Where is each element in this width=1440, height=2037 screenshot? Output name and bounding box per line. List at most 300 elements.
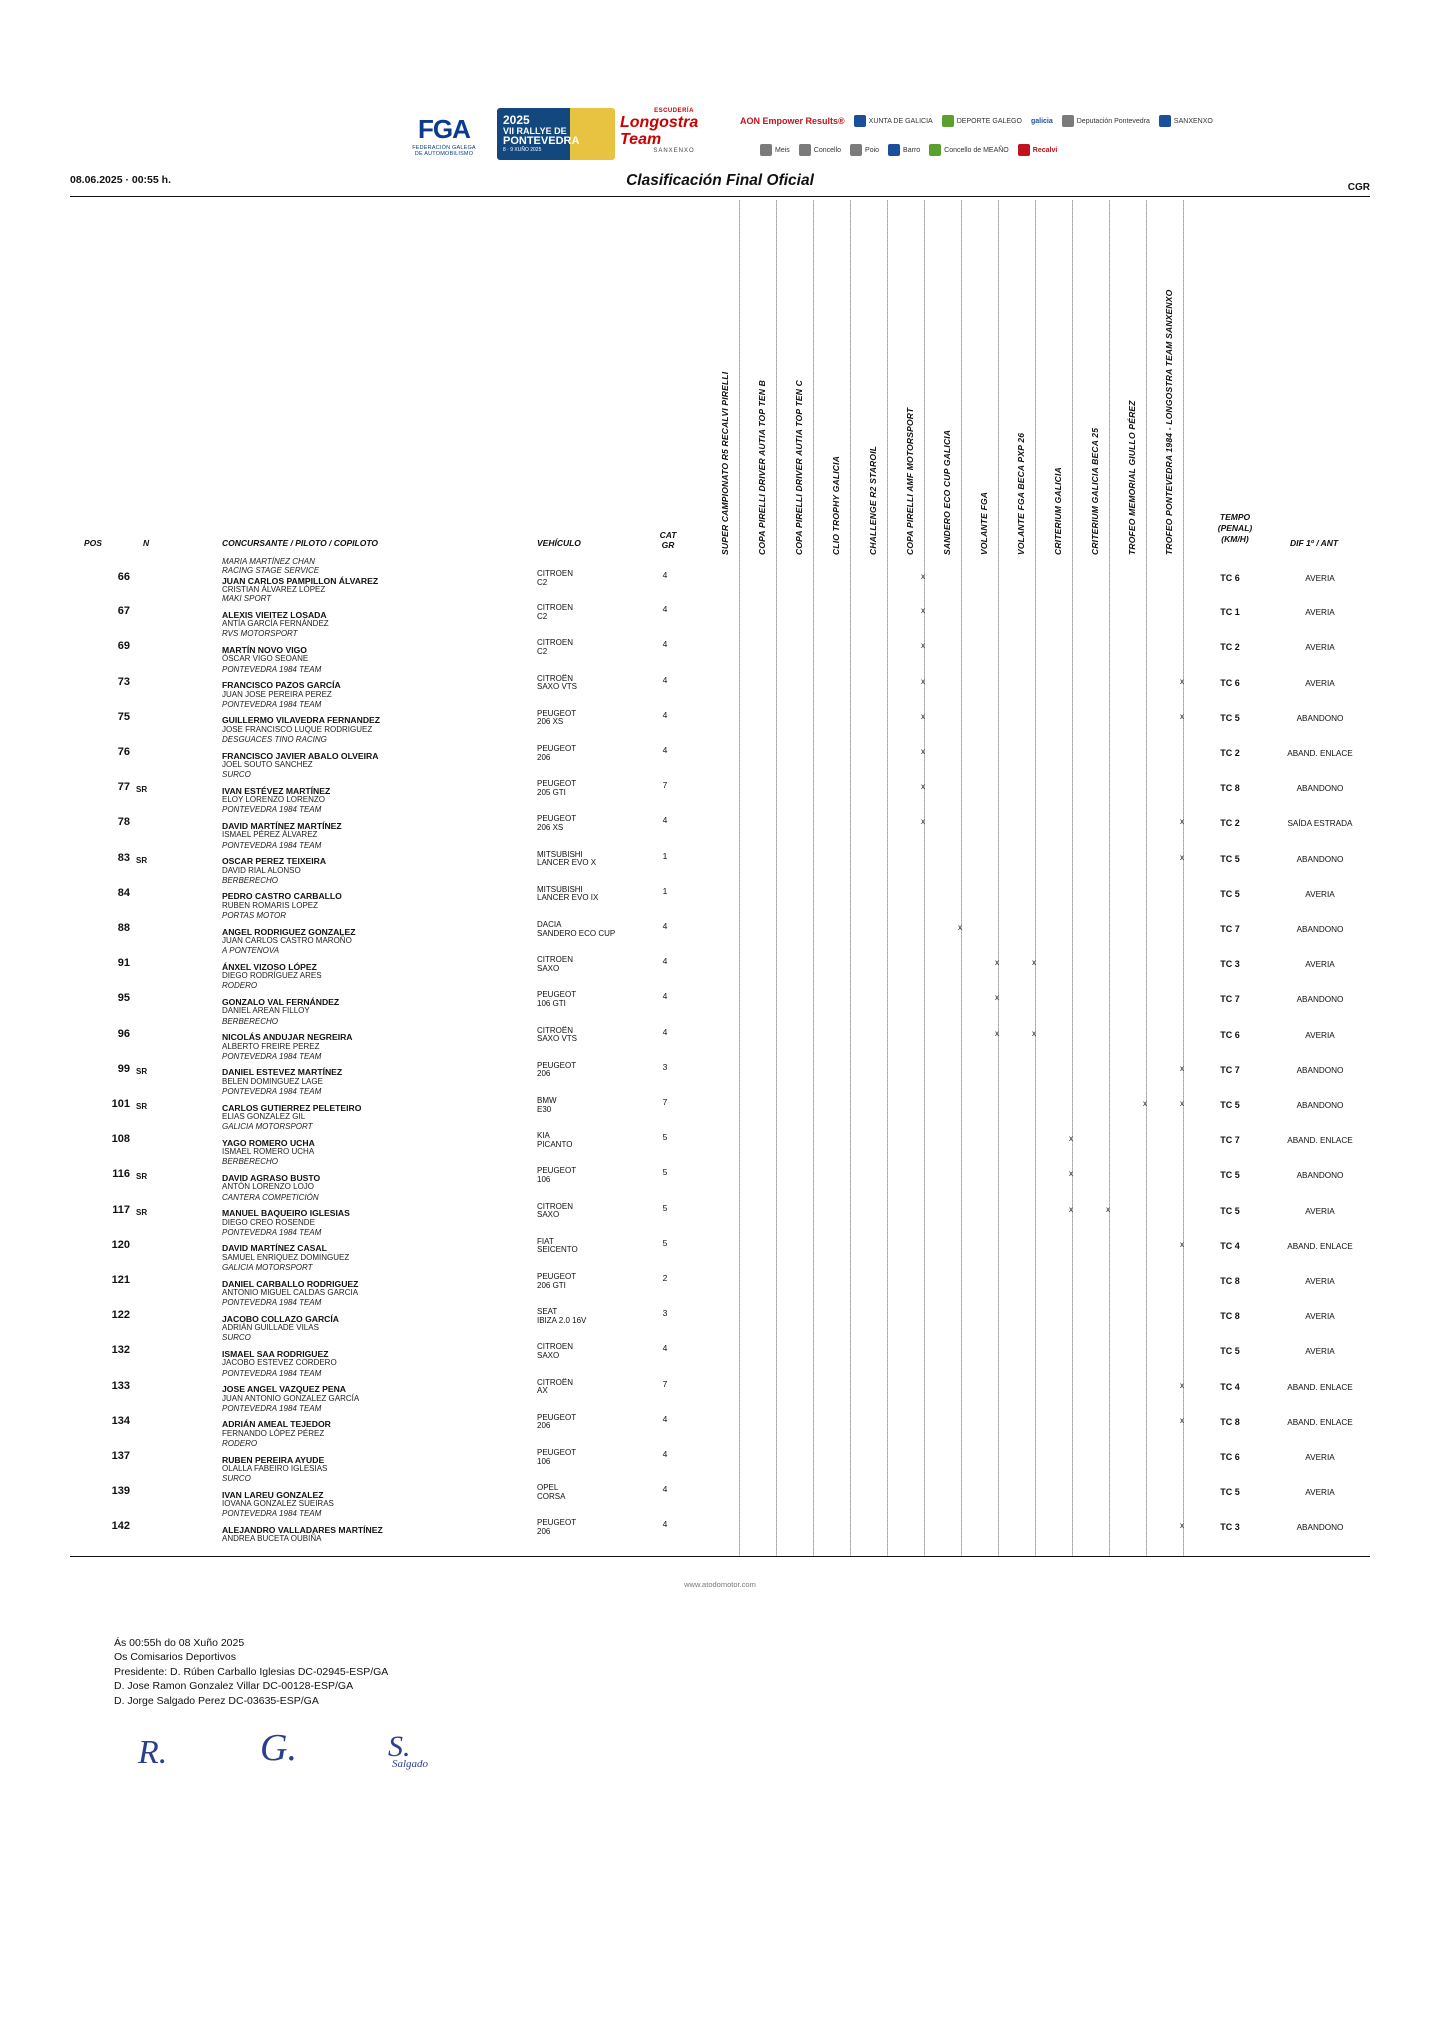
row-entrant: PONTEVEDRA 1984 TEAM: [222, 1227, 322, 1237]
row-entrant: BERBERECHO: [222, 1157, 279, 1167]
row-codriver: JOSE FRANCISCO LUQUE RODRIGUEZ: [222, 724, 373, 734]
rally-year: 2025: [503, 113, 530, 127]
rally-line3: 8 · 9 XUÑO 2025: [503, 147, 542, 153]
row-position: 88: [117, 922, 130, 934]
page-title: Clasificación Final Oficial: [626, 172, 814, 189]
column-header-tempo-line2: (PENAL): [1217, 523, 1253, 533]
column-header-dif: DIF 1º / ANT: [1290, 538, 1339, 548]
row-vehicle-model: C2: [537, 646, 548, 656]
row-vehicle-model: SAXO: [537, 1210, 560, 1220]
row-category: 4: [662, 604, 668, 615]
row-codriver: JOEL SOUTO SANCHEZ: [222, 760, 313, 769]
row-entrant: BERBERECHO: [222, 875, 279, 885]
row-category: 7: [662, 1378, 668, 1389]
row-dif: ABAND. ENLACE: [1287, 749, 1353, 758]
category-column-label: SANDERO ECO CUP GALICIA: [942, 429, 952, 555]
category-mark: x: [1180, 1239, 1184, 1249]
sponsor-poio: [850, 144, 879, 156]
title-bar: [70, 172, 1370, 194]
row-vehicle-model: 106: [537, 1456, 551, 1466]
category-column-line: [776, 200, 777, 1556]
document-datetime: 08.06.2025 · 00:55 h.: [70, 174, 171, 186]
row-vehicle-make: CITROËN: [537, 673, 573, 683]
row-category: 7: [662, 1097, 668, 1107]
row-dif: SAÍDA ESTRADA: [1287, 819, 1353, 829]
row-codriver: RUBEN ROMARIS LOPEZ: [222, 900, 319, 910]
row-position: 132: [111, 1344, 130, 1357]
category-mark: x: [1032, 1028, 1036, 1038]
row-vehicle-make: CITROEN: [537, 603, 573, 613]
logo-bar: [0, 52, 1440, 157]
sponsor-galicia-label: galicia: [1030, 117, 1053, 125]
row-codriver: ALBERTO FREIRE PEREZ: [222, 1041, 320, 1051]
row-vehicle-make: PEUGEOT: [537, 1272, 577, 1281]
row-codriver: ANDREA BUCETA OUBIÑA: [222, 1534, 322, 1544]
row-driver: ISMAEL SAA RODRIGUEZ: [222, 1348, 329, 1359]
category-mark: x: [1180, 817, 1184, 827]
row-codriver: IOVANA GONZALEZ SUEIRAS: [222, 1499, 334, 1509]
category-mark: x: [1180, 1521, 1184, 1531]
row-entrant: PONTEVEDRA 1984 TEAM: [222, 1051, 322, 1061]
row-position: 139: [111, 1485, 130, 1498]
row-entrant: RVS MOTORSPORT: [222, 629, 298, 639]
deputacion-icon: [1062, 115, 1074, 127]
row-vehicle-model: C2: [537, 611, 548, 621]
team-name-label: Longostra Team: [620, 114, 699, 148]
row-driver: GONZALO VAL FERNÁNDEZ: [222, 996, 340, 1007]
row-driver: DANIEL ESTEVEZ MARTÍNEZ: [222, 1067, 343, 1078]
row-driver: FRANCISCO PAZOS GARCÍA: [222, 680, 341, 691]
team-pre-label: ESCUDERÍA: [654, 108, 694, 114]
row-vehicle-make: PEUGEOT: [537, 1060, 577, 1070]
row-vehicle-make: SEAT: [537, 1307, 558, 1317]
row-position: 117: [112, 1203, 130, 1216]
row-vehicle-model: SAXO: [537, 1350, 560, 1360]
row-sr-flag: SR: [136, 1102, 148, 1111]
sponsor-deporte-galego: [942, 115, 1022, 127]
row-codriver: OLALLA FABEIRO IGLESIAS: [222, 1464, 328, 1473]
row-vehicle-make: MITSUBISHI: [537, 849, 583, 859]
row-category: 4: [662, 1449, 668, 1459]
row-vehicle-model: AX: [537, 1386, 548, 1396]
meis-icon: [760, 144, 772, 156]
row-category: 5: [662, 1132, 668, 1143]
sponsor-deporte-label: DEPORTE GALEGO: [956, 117, 1022, 125]
row-entrant: MAKI SPORT: [222, 594, 272, 604]
row-tempo: TC 5: [1220, 888, 1240, 899]
poio-icon: [850, 144, 862, 156]
category-mark: x: [958, 923, 962, 932]
row-position: 120: [111, 1238, 130, 1251]
row-entrant: SURCO: [222, 1474, 251, 1484]
row-position: 142: [111, 1520, 130, 1533]
category-mark: x: [1069, 1169, 1073, 1179]
category-column-label: SUPER CAMPIONATO R5 RECALVI PIRELLI: [720, 371, 730, 555]
row-category: 3: [662, 1308, 668, 1319]
sponsor-poio-label: Poio: [865, 146, 880, 154]
row-vehicle-make: OPEL: [537, 1483, 559, 1493]
row-tempo: TC 5: [1220, 1487, 1240, 1498]
row-position: 67: [117, 605, 130, 618]
row-driver: PEDRO CASTRO CARBALLO: [222, 891, 342, 902]
category-mark: x: [1180, 711, 1184, 721]
row-position: 78: [117, 816, 130, 829]
row-vehicle-make: CITROEN: [537, 1342, 573, 1352]
row-entrant: GALICIA MOTORSPORT: [222, 1122, 313, 1132]
category-column-label: CRITERIUM GALICIA BECA 25: [1090, 427, 1100, 555]
footer-line-3: Presidente: D. Rúben Carballo Iglesias DC-02945-ESP/GA: [114, 1665, 389, 1678]
row-category: 4: [662, 674, 668, 685]
row-dif: ABANDONO: [1296, 1523, 1344, 1533]
row-vehicle-model: PICANTO: [537, 1139, 573, 1149]
column-header-tempo-line1: TEMPO: [1219, 512, 1251, 522]
category-mark: x: [1069, 1204, 1073, 1214]
document-code: CGR: [1347, 182, 1370, 193]
row-driver: RUBEN PEREIRA AYUDE: [222, 1454, 325, 1465]
category-column-line: [998, 200, 999, 1556]
row-driver: ALEJANDRO VALLADARES MARTÍNEZ: [222, 1524, 383, 1535]
row-codriver: JUAN ANTONIO GONZALEZ GARCÍA: [222, 1393, 360, 1403]
row-category: 4: [662, 921, 668, 931]
sponsor-galicia: [1031, 118, 1053, 125]
row-vehicle-make: PEUGEOT: [537, 1166, 577, 1176]
rally-logo: [497, 108, 615, 160]
row-dif: ABAND. ENLACE: [1287, 1382, 1353, 1392]
row-codriver: ANTÓN LORENZO LOJO: [222, 1182, 315, 1192]
row-dif: AVERIA: [1305, 1277, 1335, 1286]
row-entrant: PONTEVEDRA 1984 TEAM: [222, 1298, 322, 1308]
row-tempo: TC 5: [1220, 1100, 1240, 1110]
row-vehicle-model: 205 GTI: [537, 787, 566, 797]
row-codriver: SAMUEL ENRIQUEZ DOMINGUEZ: [222, 1252, 350, 1262]
sponsor-meano: [929, 144, 1009, 156]
row-dif: AVERIA: [1305, 1453, 1335, 1462]
row-codriver: ELOY LORENZO LORENZO: [222, 795, 325, 805]
concello-icon: [799, 144, 811, 156]
row-position: 108: [111, 1133, 130, 1146]
category-column-label: COPA PIRELLI DRIVER AUTIA TOP TEN C: [794, 380, 804, 555]
row-entrant: SURCO: [222, 770, 251, 780]
sponsor-barro: [888, 144, 920, 156]
row-category: 5: [662, 1237, 668, 1248]
row-entrant: DESGUACES TINO RACING: [222, 735, 327, 744]
column-header-tempo: [1200, 512, 1270, 545]
row-vehicle-model: LANCER EVO X: [537, 858, 597, 868]
row-dif: AVERIA: [1305, 1488, 1335, 1498]
sponsor-xunta: [854, 115, 933, 127]
sponsor-recalvi-label: Recalvi: [1032, 146, 1058, 154]
row-vehicle-model: 206 GTI: [537, 1280, 566, 1290]
row-vehicle-model: IBIZA 2.0 16V: [537, 1315, 587, 1325]
footer-line-2: Os Comisarios Deportivos: [114, 1651, 236, 1664]
row-tempo: TC 3: [1220, 959, 1240, 970]
fga-mark: FGA: [418, 113, 470, 144]
watermark: www.atodomotor.com: [684, 1579, 756, 1589]
row-entrant: PONTEVEDRA 1984 TEAM: [222, 1403, 322, 1413]
row-tempo: TC 2: [1220, 642, 1240, 653]
row-position: 84: [117, 886, 130, 899]
recalvi-icon: [1018, 144, 1030, 156]
category-mark: x: [995, 1028, 999, 1038]
column-header-cat: CAT: [659, 530, 677, 540]
row-position: 133: [111, 1379, 130, 1392]
row-category: 4: [662, 1026, 668, 1037]
category-mark: x: [1180, 676, 1184, 686]
row-position: 101: [111, 1098, 130, 1110]
category-column-line: [850, 200, 851, 1556]
row-driver: FRANCISCO JAVIER ABALO OLVEIRA: [222, 750, 379, 761]
row-entrant: PONTEVEDRA 1984 TEAM: [222, 699, 322, 709]
row-entrant: PONTEVEDRA 1984 TEAM: [222, 840, 322, 850]
row-driver: JACOBO COLLAZO GARCÍA: [222, 1313, 339, 1324]
row-entrant: PONTEVEDRA 1984 TEAM: [222, 664, 322, 674]
row-vehicle-make: PEUGEOT: [537, 990, 577, 1000]
fga-logo: [398, 112, 490, 158]
row-category: 1: [662, 885, 668, 896]
category-column-line: [813, 200, 814, 1556]
row-tempo: TC 6: [1220, 1452, 1240, 1462]
row-tempo: TC 7: [1220, 1064, 1240, 1075]
row-driver: ANGEL RODRIGUEZ GONZALEZ: [222, 926, 356, 937]
row-dif: ABAND. ENLACE: [1287, 1417, 1353, 1427]
row-vehicle-make: CITROEN: [537, 569, 573, 578]
row-tempo: TC 5: [1220, 1346, 1240, 1357]
row-dif: ABANDONO: [1296, 854, 1344, 864]
row-vehicle-make: PEUGEOT: [537, 708, 577, 718]
row-sr-flag: SR: [136, 1207, 148, 1217]
row-category: 4: [662, 1413, 668, 1424]
row-entrant: GALICIA MOTORSPORT: [222, 1263, 313, 1272]
category-column-line: [1109, 200, 1110, 1556]
row-codriver: ÓSCAR VIGO SEOANE: [222, 654, 309, 664]
row-vehicle-make: CITROEN: [537, 638, 573, 648]
row-driver: ADRIÁN AMEAL TEJEDOR: [222, 1419, 331, 1430]
category-mark: x: [921, 782, 925, 792]
row-codriver: ANTÍA GARCÍA FERNÁNDEZ: [222, 619, 329, 629]
category-mark: x: [921, 641, 925, 651]
category-column-line: [1035, 200, 1036, 1556]
row-entrant: CANTERA COMPETICIÓN: [222, 1192, 319, 1202]
row-sr-flag: SR: [136, 855, 148, 865]
sponsor-deputacion: [1062, 115, 1150, 127]
row-driver: YAGO ROMERO UCHA: [222, 1137, 315, 1148]
row-tempo: TC 3: [1220, 1522, 1240, 1533]
category-column-label: VOLANTE FGA: [979, 491, 989, 555]
row-codriver: ISMAEL PÉREZ ÁLVAREZ: [222, 830, 318, 840]
row-dif: AVERIA: [1305, 960, 1335, 970]
row-position: 73: [117, 675, 130, 688]
row-codriver: FERNANDO LÓPEZ PÉREZ: [222, 1428, 325, 1438]
table-bottom-divider: [70, 1556, 1370, 1557]
row-dif: AVERIA: [1305, 889, 1335, 899]
row-tempo: TC 4: [1220, 1240, 1240, 1251]
row-sr-flag: SR: [136, 1172, 148, 1182]
row-position: 91: [117, 957, 130, 970]
row-position: 75: [117, 710, 130, 723]
column-header-cat-gr: [653, 530, 683, 550]
category-column-label: CRITERIUM GALICIA: [1053, 467, 1063, 555]
row-vehicle-make: BMW: [537, 1096, 557, 1105]
row-entrant: PONTEVEDRA 1984 TEAM: [222, 1087, 322, 1096]
deporte-icon: [942, 115, 954, 127]
category-mark: x: [921, 676, 925, 686]
sponsor-deputacion-label: Deputación Pontevedra: [1076, 117, 1150, 125]
row-vehicle-model: E30: [537, 1104, 552, 1114]
row-position: 76: [117, 746, 130, 758]
fga-line1: FEDERACIÓN GALEGA: [412, 144, 476, 151]
category-column-label: VOLANTE FGA BECA PXP 26: [1016, 432, 1026, 555]
sponsor-xunta-label: XUNTA DE GALICIA: [868, 117, 933, 125]
row-vehicle-model: SANDERO ECO CUP: [537, 928, 616, 938]
category-mark: x: [921, 817, 925, 827]
row-tempo: TC 7: [1220, 1135, 1240, 1146]
row-driver: CARLOS GUTIERREZ PELETEIRO: [222, 1102, 362, 1113]
fga-line2: DE AUTOMOBILISMO: [414, 150, 474, 157]
row-codriver: JUAN JOSE PEREIRA PEREZ: [222, 689, 332, 699]
row-vehicle-model: 106 GTI: [537, 998, 566, 1008]
row-vehicle-make: PEUGEOT: [537, 744, 577, 753]
sponsor-recalvi: [1018, 144, 1058, 156]
row-category: 4: [662, 745, 668, 755]
category-mark: x: [1180, 1380, 1184, 1390]
row-entrant: RODERO: [222, 1439, 258, 1448]
row-position: 137: [111, 1450, 130, 1462]
category-mark: x: [995, 993, 999, 1003]
row-entrant: RODERO: [222, 981, 258, 991]
category-column-label: TROFEO MEMORIAL GIULLO PÉREZ: [1127, 400, 1137, 555]
row-entrant: RACING STAGE SERVICE: [222, 566, 320, 575]
column-header-crew: CONCURSANTE / PILOTO / COPILOTO: [222, 538, 379, 548]
row-sr-flag: SR: [136, 1066, 148, 1076]
row-vehicle-make: KIA: [537, 1131, 550, 1141]
category-mark: x: [1180, 1415, 1184, 1425]
meano-icon: [929, 144, 941, 156]
row-entrant-extra: MARIA MARTÍNEZ CHAN: [222, 557, 315, 566]
sponsor-concello: [799, 144, 841, 156]
row-sr-flag: SR: [136, 785, 148, 795]
row-vehicle-model: 206: [537, 752, 551, 762]
row-tempo: TC 6: [1220, 573, 1240, 583]
column-header-number: N: [143, 538, 150, 548]
row-driver: JOSE ANGEL VAZQUEZ PENA: [222, 1384, 346, 1395]
longostra-team-logo: [620, 110, 728, 152]
row-driver: DANIEL CARBALLO RODRIGUEZ: [222, 1278, 359, 1289]
row-category: 7: [662, 780, 668, 791]
signature-steward-2: G.: [260, 1726, 297, 1769]
row-codriver: DANIEL AREAN FILLOY: [222, 1006, 310, 1016]
row-tempo: TC 2: [1220, 818, 1240, 829]
row-vehicle-model: 206: [537, 1421, 551, 1431]
row-codriver: JACOBO ESTEVEZ CORDERO: [222, 1358, 337, 1368]
row-tempo: TC 5: [1220, 853, 1240, 864]
row-driver: DAVID MARTÍNEZ CASAL: [222, 1243, 327, 1254]
row-vehicle-make: PEUGEOT: [537, 814, 577, 824]
column-header-pos: POS: [84, 538, 102, 548]
row-position: 69: [117, 640, 130, 653]
footer-block: [114, 1636, 388, 1709]
sponsor-aon: [740, 116, 845, 126]
row-vehicle-make: PEUGEOT: [537, 779, 577, 789]
row-tempo: TC 5: [1220, 1170, 1240, 1181]
category-column-line: [1146, 200, 1147, 1556]
row-vehicle-model: SAXO VTS: [537, 1034, 578, 1044]
row-codriver: DIEGO RODRÍGUEZ ARES: [222, 971, 322, 981]
row-codriver: DAVID RIAL ALONSO: [222, 865, 301, 875]
row-category: 4: [662, 570, 668, 580]
category-column-label: CLIO TROPHY GALICIA: [831, 455, 841, 555]
sponsor-meis: [760, 144, 790, 156]
row-category: 4: [662, 956, 668, 967]
sponsor-sanxenxo: [1159, 115, 1213, 127]
row-dif: AVERIA: [1305, 1312, 1335, 1322]
row-vehicle-make: CITROËN: [537, 1377, 573, 1387]
row-dif: AVERIA: [1305, 574, 1335, 583]
row-codriver: CRISTIAN ÁLVAREZ LÓPEZ: [222, 585, 326, 594]
row-tempo: TC 8: [1220, 783, 1240, 794]
category-column-label: CHALLENGE R2 STAROIL: [868, 445, 878, 555]
footer-line-4: D. Jose Ramon Gonzalez Villar DC-00128-ESP/GA: [114, 1680, 354, 1693]
category-mark: x: [1180, 852, 1184, 862]
row-tempo: TC 6: [1220, 1029, 1240, 1040]
sponsor-concello-label: Concello: [813, 146, 842, 154]
column-header-gr: GR: [661, 540, 675, 550]
row-category: 1: [662, 850, 668, 861]
row-position: 96: [117, 1027, 130, 1040]
row-dif: ABAND. ENLACE: [1287, 1241, 1353, 1251]
row-position: 77: [117, 781, 130, 794]
row-vehicle-make: PEUGEOT: [537, 1448, 577, 1457]
row-dif: AVERIA: [1305, 643, 1335, 653]
row-tempo: TC 7: [1220, 924, 1240, 934]
row-position: 66: [117, 571, 130, 583]
signature-president: R.: [138, 1733, 168, 1771]
row-driver: IVAN LAREU GONZALEZ: [222, 1489, 324, 1500]
row-tempo: TC 4: [1220, 1381, 1240, 1392]
row-driver: ÁNXEL VIZOSO LÓPEZ: [222, 961, 317, 972]
signature-steward-3: S.: [388, 1729, 411, 1763]
category-column-line: [887, 200, 888, 1556]
row-category: 4: [662, 1519, 668, 1530]
category-mark: x: [1032, 958, 1036, 968]
row-dif: ABANDONO: [1296, 1171, 1344, 1181]
header-divider: [70, 196, 1370, 197]
category-mark: x: [1143, 1099, 1147, 1108]
row-dif: AVERIA: [1305, 678, 1335, 688]
row-dif: ABANDONO: [1296, 1065, 1344, 1075]
category-column-line: [1072, 200, 1073, 1556]
row-entrant: A PONTENOVA: [222, 946, 280, 956]
row-vehicle-make: CITROËN: [537, 1025, 573, 1035]
row-category: 4: [662, 815, 668, 826]
row-vehicle-model: 206: [537, 1526, 551, 1536]
row-vehicle-make: PEUGEOT: [537, 1412, 577, 1422]
footer-line-1: Ás 00:55h do 08 Xuño 2025: [114, 1636, 245, 1649]
sponsor-aon-label: AON Empower Results®: [740, 116, 845, 126]
barro-icon: [888, 144, 900, 156]
row-position: 116: [112, 1168, 130, 1181]
row-position: 121: [111, 1274, 130, 1286]
row-dif: ABANDONO: [1296, 925, 1344, 934]
column-header-vehicle: VEHÍCULO: [537, 538, 581, 548]
row-category: 3: [662, 1061, 668, 1072]
row-vehicle-make: CITROEN: [537, 955, 573, 965]
row-vehicle-model: C2: [537, 577, 548, 587]
category-column-label: COPA PIRELLI AMF MOTORSPORT: [905, 407, 915, 555]
row-entrant: PONTEVEDRA 1984 TEAM: [222, 1509, 322, 1519]
row-entrant: BERBERECHO: [222, 1016, 279, 1026]
row-vehicle-model: 106: [537, 1174, 551, 1184]
column-header-tempo-line3: (KM/H): [1221, 534, 1249, 544]
